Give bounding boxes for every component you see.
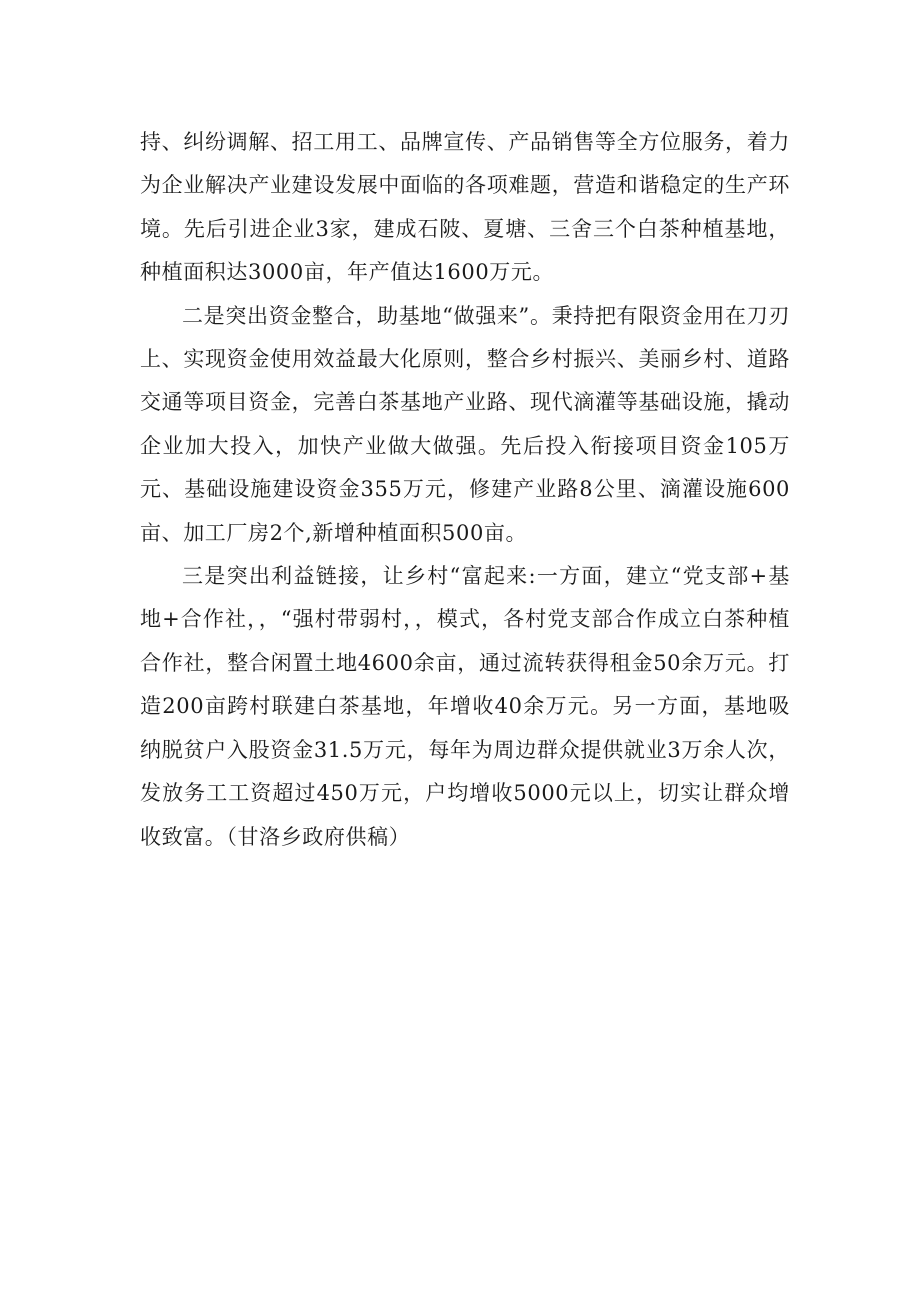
paragraph-continuation: 持、纠纷调解、招工用工、品牌宣传、产品销售等全方位服务，着力为企业解决产业建设发展中面临的各项难题，营造和谐稳定的生产环境。先后引进企业3家，建成石陂、夏塘、三舍三个白茶种植基地，种植面积达3000亩，年产值达1600万元。 — [140, 130, 790, 285]
paragraph-fund-integration: 二是突出资金整合，助基地“做强来”。秉持把有限资金用在刀刃上、实现资金使用效益最大化原则，整合乡村振兴、美丽乡村、道路交通等项目资金，完善白茶基地产业路、现代滴灌等基础设施，撬动企业加大投入，加快产业做大做强。先后投入衔接项目资金105万元、基础设施建设资金355万元，修建产业路8公里、滴灌设施600亩、加工厂房2个,新增种植面积500亩。 — [140, 303, 790, 545]
document-body — [140, 121, 790, 859]
paragraph-benefit-linkage: 三是突出利益链接，让乡村“富起来:一方面，建立“党支部+基地+合作社，，“强村带弱村，，模式，各村党支部合作成立白茶种植合作社，整合闲置土地4600余亩，通过流转获得租金50余万元。打造200亩跨村联建白茶基地，年增收40余万元。另一方面，基地吸纳脱贫户入股资金31.5万元，每年为周边群众提供就业3万余人次，发放务工工资超过450万元，户均增收5000元以上，切实让群众增收致富。（甘洛乡政府供稿） — [140, 564, 790, 849]
